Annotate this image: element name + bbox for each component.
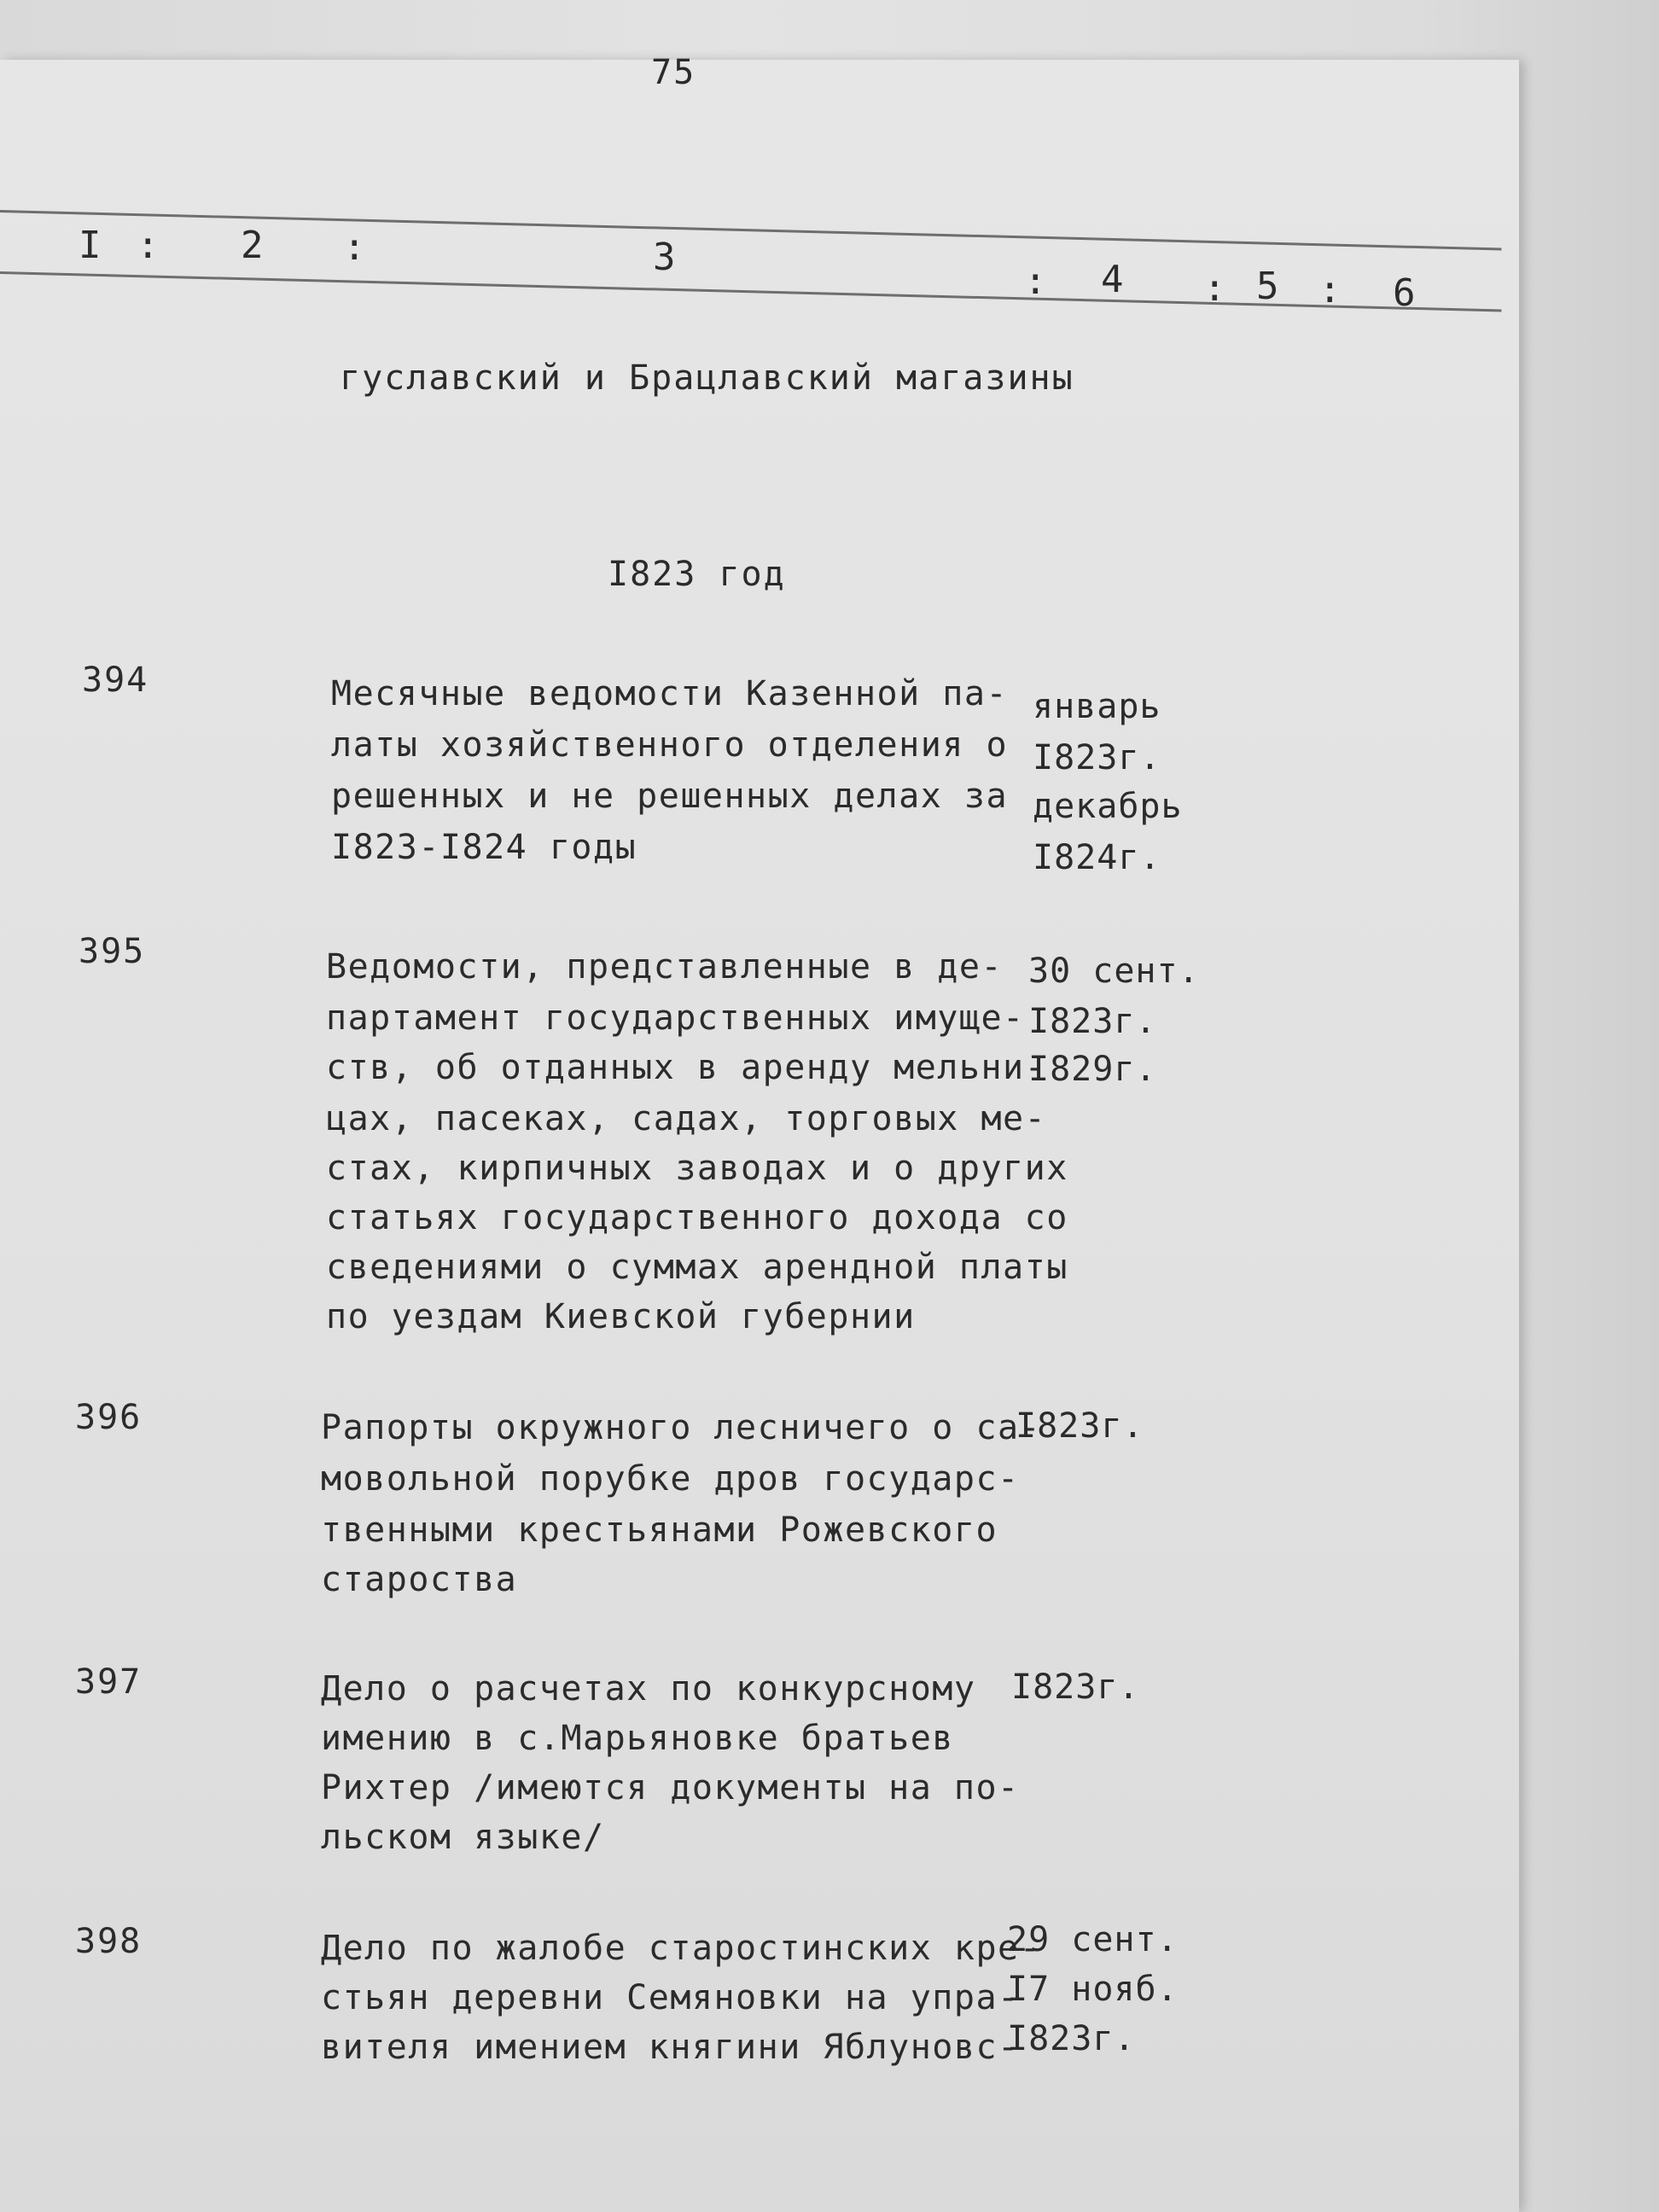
entry-description-line: стах, кирпичных заводах и о других (326, 1149, 1068, 1188)
entry-description-line: решенных и не решенных делах за (331, 777, 1009, 816)
column-number-5: 5 (1256, 265, 1281, 308)
entry-date: I829г. (1028, 1050, 1157, 1089)
entry-description-line: Рихтер /имеются документы на по- (321, 1768, 1020, 1807)
entry-description-line: Ведомости, представленные в де- (326, 947, 1004, 987)
entry-description-line: Дело по жалобе старостинских кре- (321, 1929, 1042, 1968)
column-number-3: 3 (653, 236, 678, 279)
entry-description-line: мовольной порубке дров государс- (321, 1459, 1020, 1499)
entry-date: I7 нояб. (1007, 1970, 1179, 2009)
entry-date: декабрь (1033, 787, 1183, 826)
column-number-2: 2 (241, 224, 265, 267)
entry-description-line: твенными крестьянами Рожевского (321, 1511, 998, 1550)
entry-date: I823г. (1028, 1002, 1157, 1041)
entry-date: I823г. (1016, 1406, 1144, 1446)
year-heading: I823 год (608, 555, 786, 594)
entry-number: 397 (75, 1662, 143, 1702)
entry-description-line: по уездам Киевской губернии (326, 1297, 916, 1336)
entry-description-line: Месячные ведомости Казенной па- (331, 674, 1009, 713)
column-number-4: 4 (1101, 258, 1126, 301)
entry-date: I823г. (1007, 2019, 1136, 2058)
entry-date: I823г. (1011, 1668, 1140, 1707)
entry-description-line: стьян деревни Семяновки на упра- (321, 1978, 1020, 2017)
column-separator: : (343, 225, 368, 269)
entry-description-line: вителя имением княгини Яблуновс- (321, 2028, 1020, 2067)
entry-description-line: латы хозяйственного отделения о (331, 725, 1009, 765)
column-separator: : (1203, 266, 1228, 310)
entry-number: 395 (79, 932, 146, 971)
entry-description-line: статьях государственного дохода со (326, 1198, 1068, 1237)
entry-date: I823г. (1033, 738, 1161, 777)
entry-description-line: Дело о расчетах по конкурсному (321, 1669, 976, 1708)
column-separator: : (1318, 268, 1343, 311)
entry-date: I824г. (1033, 838, 1161, 877)
entry-description-line: льском языке/ (321, 1818, 605, 1857)
page-number: 75 (651, 53, 696, 92)
column-number-1: I (79, 224, 103, 267)
entry-number: 396 (75, 1398, 143, 1437)
entry-number: 398 (75, 1922, 143, 1961)
entry-description-line: ств, об отданных в аренду мельни- (326, 1048, 1047, 1087)
entry-description-line: сведениями о суммах арендной платы (326, 1248, 1068, 1287)
entry-number: 394 (82, 661, 149, 700)
column-separator: : (1024, 259, 1049, 303)
column-number-6: 6 (1393, 271, 1417, 315)
entry-description-line: партамент государственных имуще- (326, 998, 1025, 1038)
entry-description-line: староства (321, 1560, 518, 1599)
entry-description-line: I823-I824 годы (331, 828, 637, 867)
entry-date: 29 сент. (1007, 1920, 1179, 1959)
entry-date: январь (1033, 687, 1161, 726)
section-title: гуславский и Брацлавский магазины (340, 358, 1074, 398)
column-separator: : (137, 224, 161, 267)
entry-date: 30 сент. (1028, 952, 1200, 991)
entry-description-line: цах, пасеках, садах, торговых ме- (326, 1099, 1047, 1138)
entry-description-line: Рапорты окружного лесничего о са- (321, 1408, 1042, 1447)
entry-description-line: имению в с.Марьяновке братьев (321, 1719, 954, 1758)
